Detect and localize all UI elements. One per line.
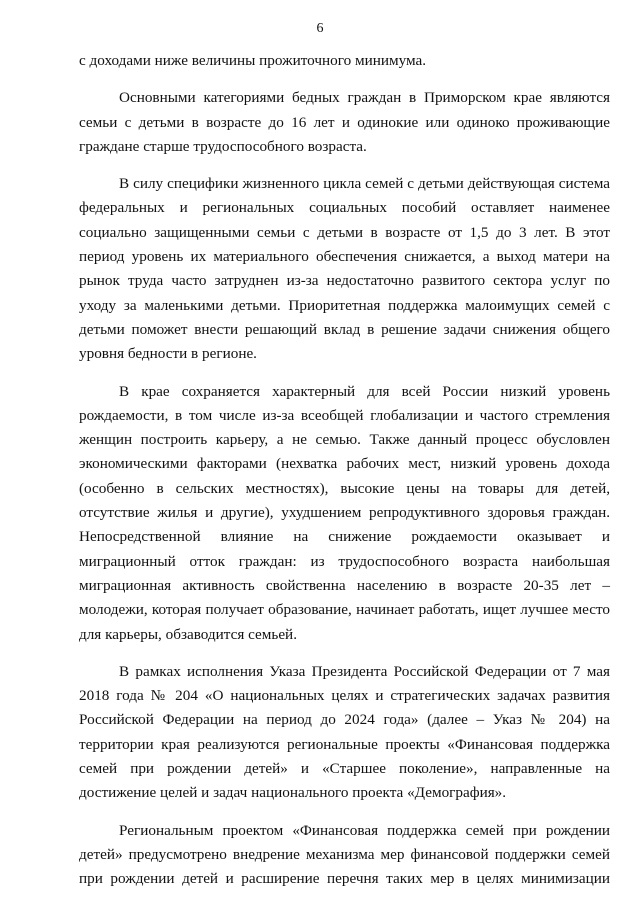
- paragraph-gap: [79, 159, 610, 172]
- paragraph-gap: [79, 367, 610, 380]
- body-text: [79, 49, 610, 892]
- paragraph-birth-rate: В крае сохраняется характерный для всей России низкий уровень рождаемости, в том числе из-за всеобщей глобализации и частого стремления женщин построить карьеру, а не семью. Также данный процесс обусловлен экономическими факторами (нехватка рабочих мест, низкий уровень дохода (особенно в сельских местностях), высокие цены на товары для детей, отсутствие жилья и другие), ухудшением репродуктивного здоровья граждан. Непосредственной влияние на снижение рождаемости оказывает и миграционный отток граждан: из трудоспособного возраста наибольшая миграционная активность свойственна населению в возрасте 20-35 лет – молодежи, которая получает образование, начинает работать, ищет лучшее место для карьеры, обзаводится семьей.: [79, 382, 610, 643]
- paragraph-gap: [79, 73, 610, 86]
- paragraph-decree-204: В рамках исполнения Указа Президента Российской Федерации от 7 мая 2018 года № 204 «О национальных целях и стратегических задачах развития Российской Федерации на период до 2024 года» (далее – Указ № 204) на территории края реализуются региональные проекты «Финансовая поддержка семей при рождении детей» и «Старшее поколение», направленные на достижение целей и задач национального проекта «Демография».: [79, 662, 610, 802]
- paragraph-regional-project: Региональным проектом «Финансовая поддержка семей при рождении детей» предусмотрено внедрение механизма мер финансовой поддержки семей при рождении детей и расширение перечня таких мер в целях минимизации: [79, 821, 610, 888]
- paragraph-continuation: с доходами ниже величины прожиточного минимума.: [79, 52, 427, 69]
- paragraph-life-cycle: В силу специфики жизненного цикла семей с детьми действующая система федеральных и региональных социальных пособий оставляет наименее социально защищенными семьи с детьми в возрасте от 1,5 до 3 лет. В этот период уровень их материального обеспечения снижается, а выход матери на рынок труда часто затруднен из-за недостаточно развитого сектора услуг по уходу за маленькими детьми. Приоритетная поддержка малоимущих семей с детьми поможет внести решающий вклад в решение задачи снижения общего уровня бедности в регионе.: [79, 175, 610, 363]
- page-number: 6: [316, 21, 324, 36]
- paragraph-gap: [79, 647, 610, 660]
- paragraph-gap: [79, 806, 610, 819]
- paragraph-poor-categories: Основными категориями бедных граждан в Приморском крае являются семьи с детьми в возрасте до 16 лет и одинокие или одиноко проживающие граждане старше трудоспособного возраста.: [79, 89, 610, 155]
